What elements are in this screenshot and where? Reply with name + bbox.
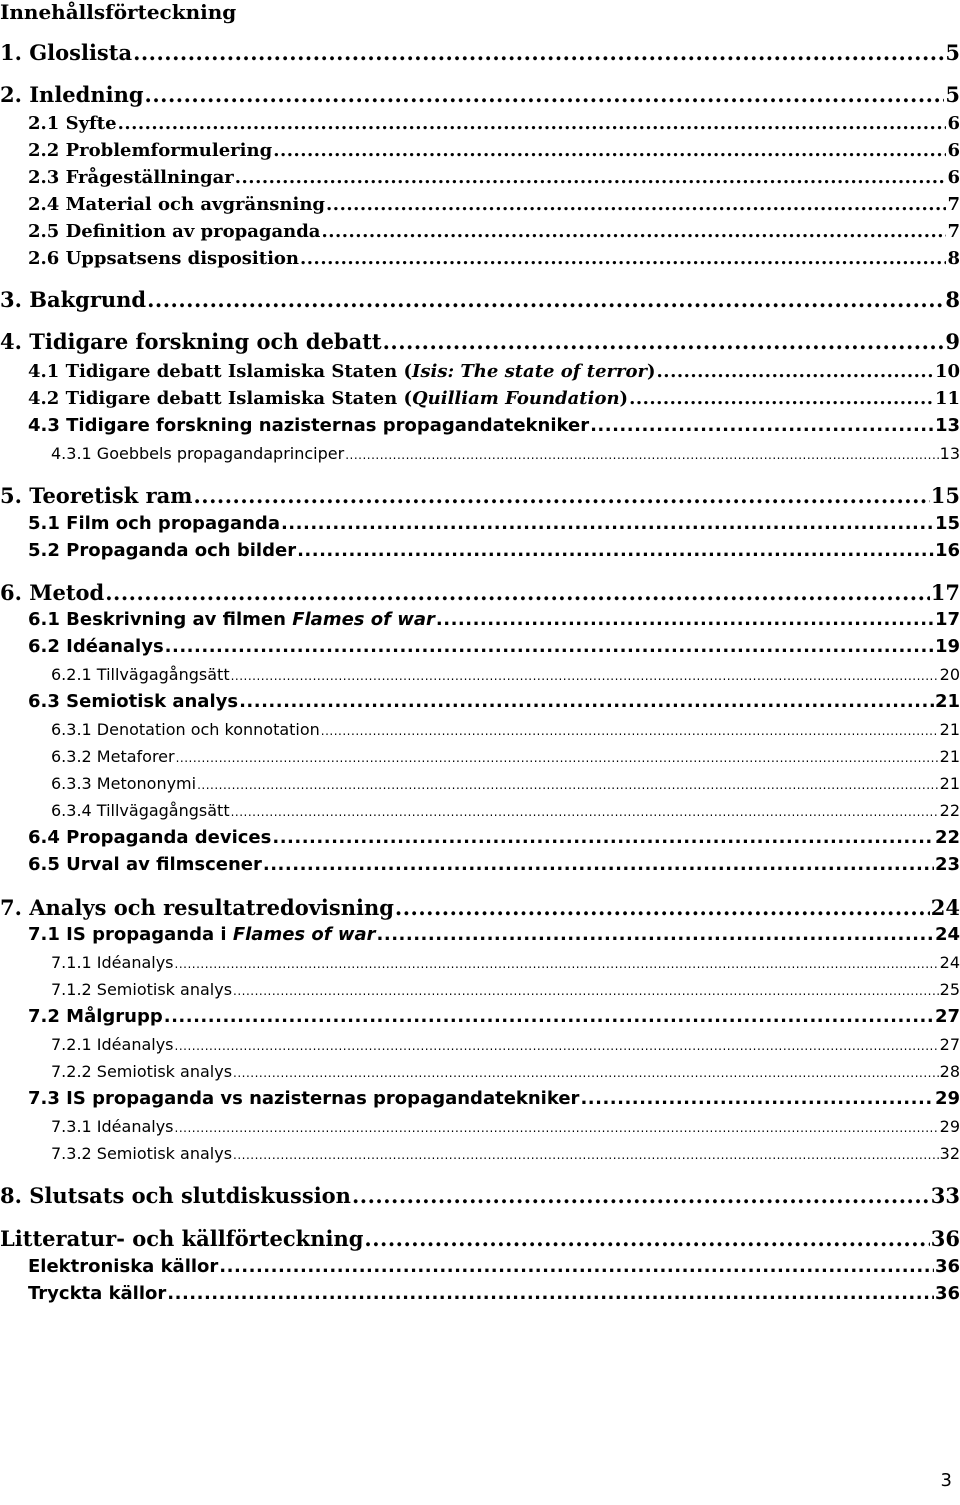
toc-entry-page: 15: [934, 513, 960, 534]
toc-entry[interactable]: [0, 444, 960, 463]
toc-entry-page: 17: [930, 580, 960, 605]
toc-entry-label: 7.1 IS propaganda i Flames of war: [28, 924, 376, 945]
toc-entry-label: 7.3 IS propaganda vs nazisternas propagandatekniker: [28, 1088, 580, 1109]
toc-entry-page: 21: [939, 720, 960, 739]
toc-leader: [436, 609, 934, 630]
toc-entry-page: 16: [934, 540, 960, 561]
toc-entry[interactable]: [0, 1062, 960, 1081]
toc-entry[interactable]: [0, 980, 960, 999]
toc-leader: [297, 540, 934, 561]
toc-entry-page: 27: [939, 1035, 960, 1054]
toc-entry[interactable]: [0, 388, 960, 409]
page-number: 3: [940, 1470, 952, 1491]
toc-entry[interactable]: [0, 720, 960, 739]
toc-entry-label: 7.2 Målgrupp: [28, 1006, 163, 1027]
toc-entry[interactable]: [0, 1283, 960, 1304]
toc-entry[interactable]: [0, 924, 960, 945]
toc-entry[interactable]: [0, 801, 960, 820]
toc-entry[interactable]: [0, 483, 960, 508]
toc-leader: [176, 751, 939, 765]
toc-entry-page: 20: [939, 665, 960, 684]
toc-leader: [352, 1183, 930, 1208]
toc-entry[interactable]: [0, 1256, 960, 1277]
toc-entry-label: 7.1.2 Semiotisk analys: [51, 980, 233, 999]
toc-entry-page: 13: [934, 415, 960, 436]
toc-entry-label: Tryckta källor: [28, 1283, 167, 1304]
toc-entry-label: 4.3 Tidigare forskning nazisternas propagandatekniker: [28, 415, 590, 436]
toc-entry[interactable]: [0, 140, 960, 161]
toc-entry[interactable]: [0, 167, 960, 188]
toc-leader: [321, 221, 946, 242]
toc-entry-page: 36: [930, 1226, 960, 1251]
toc-leader: [657, 361, 934, 382]
toc-leader: [326, 194, 946, 215]
toc-leader: [395, 895, 930, 920]
toc-entry-label: 2.4 Material och avgränsning: [28, 194, 326, 215]
toc-entry-page: 8: [947, 248, 960, 269]
toc-entry-label: 7.2.1 Idéanalys: [51, 1035, 174, 1054]
toc-entry-label: 6.3.1 Denotation och konnotation: [51, 720, 320, 739]
toc-entry[interactable]: [0, 953, 960, 972]
toc-entry-page: 8: [945, 287, 960, 312]
toc-entry-label: 7.3.2 Semiotisk analys: [51, 1144, 233, 1163]
toc-entry-label: Elektroniska källor: [28, 1256, 219, 1277]
toc-leader: [273, 140, 946, 161]
toc-entry-page: 6: [947, 167, 960, 188]
toc-entry[interactable]: [0, 513, 960, 534]
toc-leader: [590, 415, 934, 436]
toc-entry[interactable]: [0, 854, 960, 875]
toc-entry-page: 36: [934, 1283, 960, 1304]
toc-entry-label: 6.4 Propaganda devices: [28, 827, 272, 848]
toc-entry-label: 4.2 Tidigare debatt Islamiska Staten (Quilliam Foundation): [28, 388, 629, 409]
toc-entry[interactable]: [0, 540, 960, 561]
toc-entry-page: 13: [939, 444, 960, 463]
toc-title: Innehållsförteckning: [0, 0, 237, 24]
toc-entry-label: 6.3.3 Metononymi: [51, 774, 197, 793]
toc-entry[interactable]: [0, 1144, 960, 1163]
toc-entry-label: 4.1 Tidigare debatt Islamiska Staten (Isis: The state of terror): [28, 361, 656, 382]
toc-entry-label: 5.2 Propaganda och bilder: [28, 540, 297, 561]
toc-entry[interactable]: [0, 1006, 960, 1027]
toc-entry-page: 21: [939, 774, 960, 793]
toc-entry[interactable]: [0, 609, 960, 630]
toc-entry-label: 7.1.1 Idéanalys: [51, 953, 174, 972]
toc-leader: [321, 724, 939, 738]
toc-entry-label: 6.3.2 Metaforer: [51, 747, 175, 766]
toc-entry-label: 7.2.2 Semiotisk analys: [51, 1062, 233, 1081]
toc-entry-label: 4. Tidigare forskning och debatt: [0, 329, 382, 354]
toc-entry-label: 2.1 Syfte: [28, 113, 117, 134]
toc-leader: [219, 1256, 934, 1277]
toc-entry-page: 10: [934, 361, 960, 382]
toc-leader: [233, 1148, 939, 1162]
toc-entry-label: 2.2 Problemformulering: [28, 140, 273, 161]
toc-entry[interactable]: [0, 40, 960, 65]
toc-entry[interactable]: [0, 221, 960, 242]
toc-entry-label: 1. Gloslista: [0, 40, 133, 65]
toc-leader: [133, 40, 944, 65]
toc-leader: [175, 957, 939, 971]
toc-entry-label: 7. Analys och resultatredovisning: [0, 895, 394, 920]
toc-leader: [147, 287, 944, 312]
toc-entry-label: 2.5 Definition av propaganda: [28, 221, 321, 242]
toc-leader: [165, 636, 934, 657]
toc-leader: [167, 1283, 934, 1304]
toc-entry[interactable]: [0, 1035, 960, 1054]
toc-leader: [233, 984, 939, 998]
toc-entry-label: 7.3.1 Idéanalys: [51, 1117, 174, 1136]
toc-entry-label: 2.6 Uppsatsens disposition: [28, 248, 300, 269]
toc-entry[interactable]: [0, 895, 960, 920]
toc-entry[interactable]: [0, 636, 960, 657]
toc-entry-label: 6.2.1 Tillvägagångsätt: [51, 665, 230, 684]
toc-leader: [194, 483, 930, 508]
toc-leader: [239, 691, 934, 712]
toc-entry-page: 17: [934, 609, 960, 630]
toc-entry-label: 6.3 Semiotisk analys: [28, 691, 239, 712]
toc-leader: [175, 1039, 939, 1053]
toc-entry[interactable]: [0, 415, 960, 436]
toc-entry-page: 5: [945, 82, 960, 107]
toc-entry-page: 32: [939, 1144, 960, 1163]
toc-entry[interactable]: [0, 113, 960, 134]
toc-leader: [231, 805, 939, 819]
toc-entry[interactable]: [0, 248, 960, 269]
toc-entry-page: 15: [930, 483, 960, 508]
toc-entry-label: 2. Inledning: [0, 82, 144, 107]
toc-entry[interactable]: [0, 1183, 960, 1208]
toc-entry[interactable]: [0, 194, 960, 215]
toc-entry[interactable]: [0, 82, 960, 107]
toc-entry-page: 7: [947, 194, 960, 215]
toc-entry-page: 27: [934, 1006, 960, 1027]
toc-entry[interactable]: [0, 1117, 960, 1136]
toc-entry[interactable]: [0, 774, 960, 793]
toc-entry[interactable]: [0, 1088, 960, 1109]
toc-entry-page: 9: [945, 329, 960, 354]
toc-leader: [263, 854, 934, 875]
toc-entry-page: 29: [934, 1088, 960, 1109]
toc-leader: [197, 778, 939, 792]
toc-entry-page: 24: [934, 924, 960, 945]
toc-leader: [383, 329, 945, 354]
toc-leader: [281, 513, 934, 534]
toc-entry-page: 6: [947, 140, 960, 161]
toc-entry[interactable]: [0, 747, 960, 766]
toc-leader: [300, 248, 946, 269]
toc-entry-page: 25: [939, 980, 960, 999]
toc-leader: [580, 1088, 934, 1109]
toc-entry-label: 6.1 Beskrivning av filmen Flames of war: [28, 609, 435, 630]
toc-entry-page: 6: [947, 113, 960, 134]
toc-entry[interactable]: [0, 665, 960, 684]
toc-entry-label: Litteratur- och källförteckning: [0, 1226, 364, 1251]
toc-entry-label: 4.3.1 Goebbels propagandaprinciper: [51, 444, 345, 463]
toc-leader: [105, 580, 930, 605]
toc-entry-page: 28: [939, 1062, 960, 1081]
toc-entry[interactable]: [0, 580, 960, 605]
toc-entry-label: 2.3 Frågeställningar: [28, 167, 234, 188]
toc-leader: [377, 924, 934, 945]
toc-entry-label: 6.3.4 Tillvägagångsätt: [51, 801, 230, 820]
toc-entry-page: 24: [930, 895, 960, 920]
toc-entry-page: 19: [934, 636, 960, 657]
toc-entry-page: 21: [934, 691, 960, 712]
toc-leader: [235, 167, 947, 188]
toc-entry-page: 11: [934, 388, 960, 409]
toc-leader: [145, 82, 945, 107]
toc-entry[interactable]: [0, 361, 960, 382]
toc-entry-page: 7: [947, 221, 960, 242]
toc-entry-page: 33: [930, 1183, 960, 1208]
toc-entry-page: 29: [939, 1117, 960, 1136]
toc-entry[interactable]: [0, 329, 960, 354]
toc-leader: [629, 388, 934, 409]
toc-entry-page: 24: [939, 953, 960, 972]
toc-leader: [233, 1066, 939, 1080]
toc-entry-page: 36: [934, 1256, 960, 1277]
toc-leader: [272, 827, 934, 848]
toc-entry-page: 22: [934, 827, 960, 848]
toc-entry[interactable]: [0, 691, 960, 712]
toc-entry-page: 22: [939, 801, 960, 820]
toc-entry[interactable]: [0, 287, 960, 312]
toc-entry-label: 5.1 Film och propaganda: [28, 513, 280, 534]
toc-entry-page: 5: [945, 40, 960, 65]
toc-leader: [164, 1006, 934, 1027]
toc-leader: [364, 1226, 929, 1251]
toc-entry-label: 6.5 Urval av filmscener: [28, 854, 262, 875]
toc-leader: [175, 1121, 939, 1135]
toc-entry-label: 8. Slutsats och slutdiskussion: [0, 1183, 351, 1208]
toc-entry-label: 3. Bakgrund: [0, 287, 147, 312]
toc-entry[interactable]: [0, 827, 960, 848]
toc-leader: [231, 669, 939, 683]
toc-entry-page: 23: [934, 854, 960, 875]
toc-entry-label: 6. Metod: [0, 580, 105, 605]
toc-entry-label: 6.2 Idéanalys: [28, 636, 164, 657]
toc-entry-label: 5. Teoretisk ram: [0, 483, 193, 508]
toc-leader: [345, 448, 938, 462]
toc-entry[interactable]: [0, 1226, 960, 1251]
toc-leader: [118, 113, 947, 134]
toc-entry-page: 21: [939, 747, 960, 766]
